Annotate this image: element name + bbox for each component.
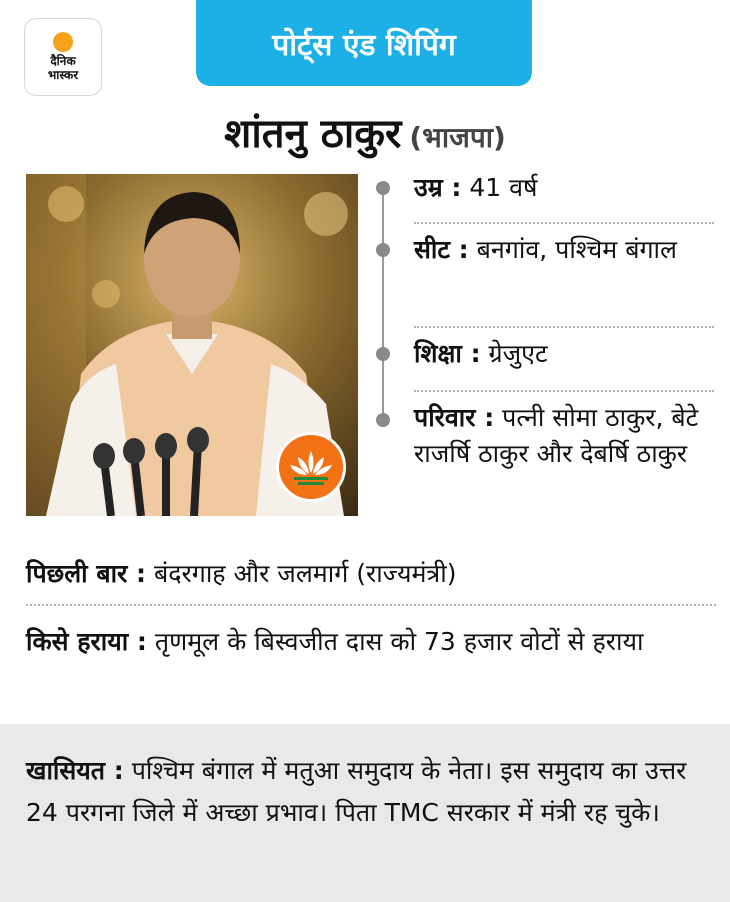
seat-label: सीट : <box>414 235 469 264</box>
seat-row <box>414 232 714 268</box>
bjp-lotus-icon <box>276 432 346 502</box>
divider <box>414 222 714 224</box>
minister-name: शांतनु ठाकुर <box>224 111 402 157</box>
speciality-box <box>0 724 730 902</box>
bullet-icon <box>376 413 390 427</box>
defeated-row <box>26 622 716 662</box>
last-time-row <box>26 554 716 594</box>
logo-line-1: दैनिक <box>50 54 76 68</box>
education-row <box>414 336 714 372</box>
age-value: 41 वर्ष <box>469 173 538 202</box>
speciality-value: पश्चिम बंगाल में मतुआ समुदाय के नेता। इस समुदाय का उत्तर 24 परगना जिले में अच्छा प्रभाव। पिता TMC सरकार में मंत्री रह चुके। <box>26 756 687 827</box>
speciality-label: खासियत : <box>26 756 124 785</box>
family-row <box>414 400 714 472</box>
last-time-value: बंदरगाह और जलमार्ग (राज्यमंत्री) <box>153 559 457 588</box>
divider <box>26 604 716 606</box>
party-name: (भाजपा) <box>409 121 506 154</box>
bullet-icon <box>376 347 390 361</box>
name-row <box>0 104 730 159</box>
education-value: ग्रेजुएट <box>488 339 548 368</box>
divider <box>414 390 714 392</box>
family-label: परिवार : <box>414 403 495 432</box>
bullet-icon <box>376 243 390 257</box>
sun-icon <box>53 32 73 52</box>
seat-value: बनगांव, पश्चिम बंगाल <box>476 235 677 264</box>
divider <box>414 326 714 328</box>
defeated-value: तृणमूल के बिस्वजीत दास को 73 हजार वोटों से हराया <box>154 627 644 656</box>
ministry-banner <box>196 0 532 86</box>
bullet-icon <box>376 181 390 195</box>
education-label: शिक्षा : <box>414 339 481 368</box>
info-timeline <box>382 188 384 420</box>
age-row <box>414 170 714 206</box>
logo-line-2: भास्कर <box>47 68 79 82</box>
dainik-bhaskar-logo <box>24 18 102 96</box>
age-label: उम्र : <box>414 173 462 202</box>
ministry-title: पोर्ट्स एंड शिपिंग <box>272 27 456 63</box>
last-time-label: पिछली बार : <box>26 559 147 588</box>
family-value: पत्नी सोमा ठाकुर, बेटे राजर्षि ठाकुर और देबर्षि ठाकुर <box>414 403 699 468</box>
defeated-label: किसे हराया : <box>26 627 147 656</box>
